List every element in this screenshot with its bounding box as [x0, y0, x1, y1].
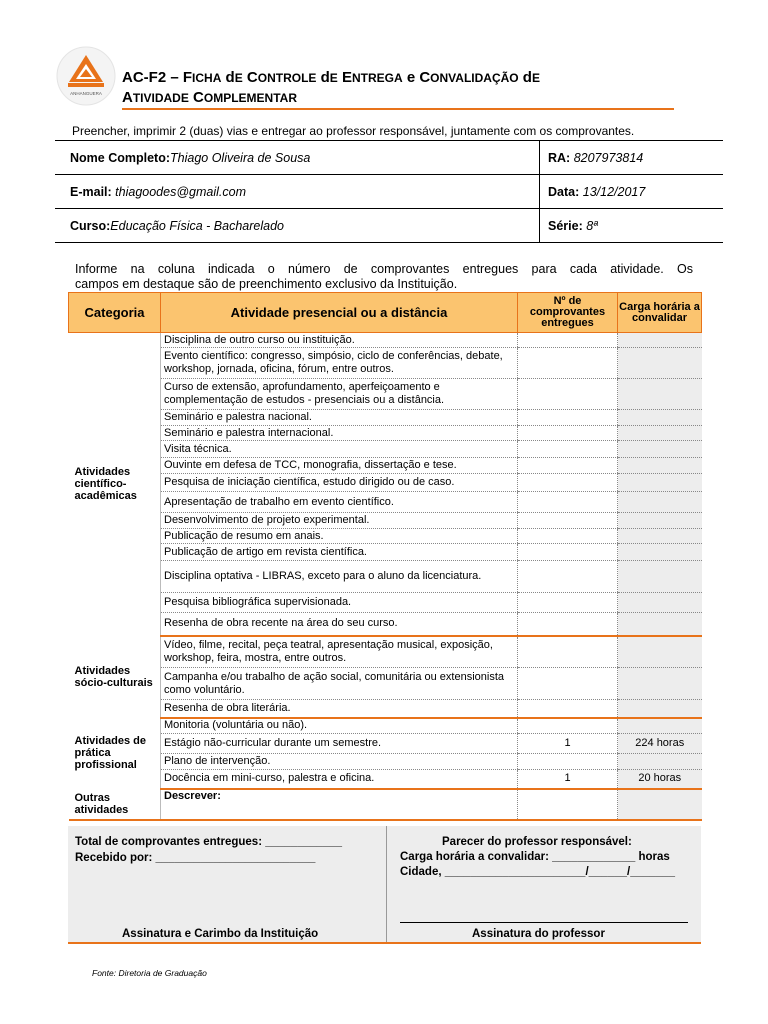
- activity-cell: Docência em mini-curso, palestra e oficina.: [161, 770, 518, 789]
- received-by-field[interactable]: Recebido por: _________________________: [75, 852, 316, 864]
- course-label: Curso:: [70, 218, 111, 233]
- count-cell[interactable]: [518, 544, 618, 561]
- activity-cell: Pesquisa de iniciação científica, estudo dirigido ou de caso.: [161, 474, 518, 492]
- total-received-field[interactable]: Total de comprovantes entregues: ____________: [75, 836, 342, 848]
- count-cell[interactable]: [518, 492, 618, 513]
- title-word: CONTROLE: [246, 69, 317, 86]
- city-date-field[interactable]: Cidade, ______________________/______/_______: [400, 866, 675, 878]
- title-word: CONVALIDAÇÃO: [419, 69, 519, 86]
- title-word: dE: [522, 69, 540, 86]
- activity-cell: Resenha de obra literária.: [161, 700, 518, 718]
- count-cell[interactable]: 1: [518, 770, 618, 789]
- series-value: 8ª: [586, 218, 598, 233]
- name-value: Thiago Oliveira de Sousa: [170, 150, 311, 165]
- activity-cell: Seminário e palestra nacional.: [161, 410, 518, 426]
- hours-cell[interactable]: [618, 333, 702, 348]
- ra-value: 8207973814: [573, 150, 644, 165]
- name-cell[interactable]: [55, 141, 540, 175]
- activity-cell: Apresentação de trabalho em evento científico.: [161, 492, 518, 513]
- email-value: thiagoodes@gmail.com: [115, 184, 246, 199]
- form-title: [122, 68, 682, 108]
- count-cell[interactable]: [518, 593, 618, 613]
- activity-cell: Seminário e palestra internacional.: [161, 426, 518, 441]
- header-hours: Carga horária a convalidar: [618, 293, 702, 333]
- date-label: Data:: [548, 184, 580, 199]
- course-cell[interactable]: [55, 209, 540, 243]
- instructions: Preencher, imprimir 2 (duas) vias e entregar ao professor responsável, juntamente com os comprovantes.: [72, 124, 635, 138]
- activity-cell: Descrever:: [161, 789, 518, 820]
- hours-cell[interactable]: 224 horas: [618, 734, 702, 754]
- signature-line: [400, 922, 688, 923]
- activity-cell: Publicação de resumo em anais.: [161, 529, 518, 544]
- hours-to-validate-field[interactable]: Carga horária a convalidar: _____________ horas: [400, 851, 670, 863]
- hours-cell[interactable]: [618, 348, 702, 379]
- course-value: Educação Física - Bacharelado: [110, 218, 284, 233]
- count-cell[interactable]: [518, 348, 618, 379]
- count-cell[interactable]: [518, 426, 618, 441]
- series-cell[interactable]: [540, 209, 724, 243]
- hours-cell[interactable]: [618, 754, 702, 770]
- title-line-1: AC-F2 – FICHA dE CONTROLE dE ENTREGA e CONVALIDAÇÃO dE: [122, 69, 540, 86]
- hours-cell[interactable]: [618, 561, 702, 593]
- source-note: Fonte: Diretoria de Graduação: [92, 968, 207, 978]
- hours-cell[interactable]: [618, 789, 702, 820]
- title-code: AC-F2: [122, 69, 167, 86]
- hours-cell[interactable]: [618, 668, 702, 700]
- hours-cell[interactable]: [618, 458, 702, 474]
- activity-cell: Disciplina de outro curso ou instituição.: [161, 333, 518, 348]
- activities-table: [68, 292, 702, 821]
- count-cell[interactable]: [518, 700, 618, 718]
- hours-cell[interactable]: [618, 544, 702, 561]
- header-category: Categoria: [69, 293, 161, 333]
- title-word: FICHA: [182, 69, 222, 86]
- hours-cell[interactable]: [618, 700, 702, 718]
- activity-cell: Plano de intervenção.: [161, 754, 518, 770]
- category-cell: Atividades sócio-culturais: [74, 664, 153, 689]
- header-count: Nº de comprovantes entregues: [518, 293, 618, 333]
- info-text-line-2: campos em destaque são de preenchimento exclusivo da Instituição.: [75, 277, 458, 291]
- logo-text: ANHANGUERA: [70, 91, 102, 96]
- count-cell[interactable]: [518, 613, 618, 636]
- count-cell[interactable]: [518, 474, 618, 492]
- activity-cell: Campanha e/ou trabalho de ação social, comunitária ou extensionista como voluntário.: [161, 668, 518, 700]
- hours-cell[interactable]: [618, 529, 702, 544]
- activity-cell: Resenha de obra recente na área do seu curso.: [161, 613, 518, 636]
- title-word: ENTREGA: [341, 69, 403, 86]
- activity-cell: Curso de extensão, aprofundamento, aperfeiçoamento e complementação de estudos - presenciais ou a distância.: [161, 379, 518, 410]
- hours-cell[interactable]: [618, 474, 702, 492]
- series-label: Série:: [548, 218, 583, 233]
- email-cell[interactable]: [55, 175, 540, 209]
- activity-cell: Desenvolvimento de projeto experimental.: [161, 513, 518, 529]
- footer-divider: [386, 826, 387, 942]
- activity-cell: Publicação de artigo em revista científica.: [161, 544, 518, 561]
- activity-cell: Evento científico: congresso, simpósio, ciclo de conferências, debate, workshop, jornada, oficina, fórum, entre outros.: [161, 348, 518, 379]
- ra-label: RA:: [548, 150, 571, 165]
- title-rule: [122, 108, 674, 110]
- name-label: Nome Completo:: [70, 150, 170, 165]
- title-word: ATIVIDADE: [122, 89, 189, 106]
- professor-signature-label: Assinatura do professor: [472, 928, 605, 940]
- hours-cell[interactable]: [618, 492, 702, 513]
- count-cell[interactable]: [518, 529, 618, 544]
- activity-cell: Visita técnica.: [161, 441, 518, 458]
- category-cell: Outras atividades: [69, 789, 161, 820]
- hours-cell[interactable]: [618, 410, 702, 426]
- hours-cell[interactable]: [618, 593, 702, 613]
- hours-cell[interactable]: [618, 441, 702, 458]
- activity-cell: Vídeo, filme, recital, peça teatral, apresentação musical, exposição, workshop, feira, mostra, entre outros.: [161, 636, 518, 668]
- hours-cell[interactable]: [618, 426, 702, 441]
- count-cell[interactable]: [518, 789, 618, 820]
- opinion-title: Parecer do professor responsável:: [442, 836, 632, 848]
- count-cell[interactable]: [518, 379, 618, 410]
- title-line-2: [122, 88, 682, 108]
- category-cell: Atividades de prática profissional: [74, 735, 147, 771]
- date-cell[interactable]: [540, 175, 724, 209]
- institution-signature-label: Assinatura e Carimbo da Instituição: [122, 928, 319, 940]
- activity-cell: Ouvinte em defesa de TCC, monografia, dissertação e tese.: [161, 458, 518, 474]
- ra-cell[interactable]: [540, 141, 724, 175]
- email-label: E-mail:: [70, 184, 112, 199]
- hours-cell[interactable]: [618, 636, 702, 668]
- count-cell[interactable]: [518, 561, 618, 593]
- header-activity: Atividade presencial ou a distância: [161, 293, 518, 333]
- count-cell[interactable]: [518, 333, 618, 348]
- count-cell[interactable]: 1: [518, 734, 618, 754]
- anhanguera-logo: [56, 46, 116, 106]
- activity-cell: Estágio não-curricular durante um semestre.: [161, 734, 518, 754]
- title-word: e: [406, 69, 416, 86]
- count-cell[interactable]: [518, 513, 618, 529]
- count-cell[interactable]: [518, 668, 618, 700]
- count-cell[interactable]: [518, 754, 618, 770]
- count-cell[interactable]: [518, 636, 618, 668]
- identification-table: [55, 140, 723, 243]
- activity-cell: Disciplina optativa - LIBRAS, exceto para o aluno da licenciatura.: [161, 561, 518, 593]
- hours-cell[interactable]: [618, 718, 702, 734]
- count-cell[interactable]: [518, 410, 618, 426]
- count-cell[interactable]: [518, 441, 618, 458]
- title-word: dE: [320, 69, 338, 86]
- hours-cell[interactable]: [618, 613, 702, 636]
- category-cell: Atividades científico-acadêmicas: [74, 466, 137, 503]
- count-cell[interactable]: [518, 458, 618, 474]
- count-cell[interactable]: [518, 718, 618, 734]
- activity-cell: Pesquisa bibliográfica supervisionada.: [161, 593, 518, 613]
- hours-cell[interactable]: 20 horas: [618, 770, 702, 789]
- date-value: 13/12/2017: [582, 184, 646, 199]
- hours-cell[interactable]: [618, 379, 702, 410]
- hours-cell[interactable]: [618, 513, 702, 529]
- title-word: COMPLEMENTAR: [193, 89, 297, 106]
- info-text-line-1: Informe na coluna indicada o número de comprovantes entregues para cada atividade. Os: [75, 262, 693, 276]
- title-word: dE: [225, 69, 243, 86]
- activity-cell: Monitoria (voluntária ou não).: [161, 718, 518, 734]
